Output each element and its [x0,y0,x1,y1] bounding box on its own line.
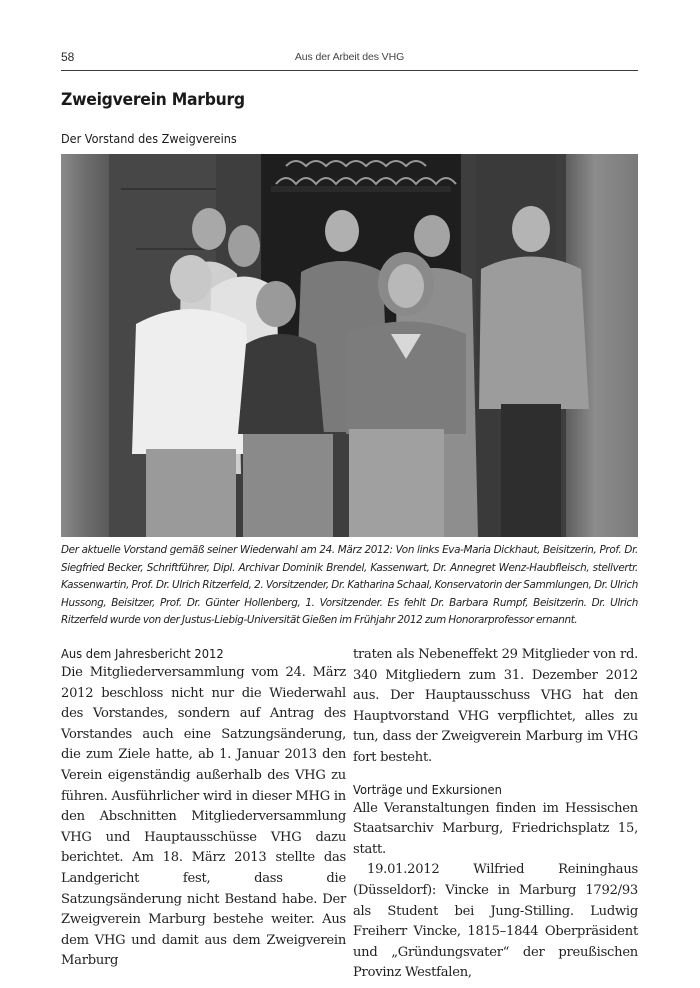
running-head-title: Aus der Arbeit des VHG [294,51,405,63]
section-title: Zweigverein Marburg [61,90,245,110]
group-photo [61,154,638,537]
photo-subtitle: Der Vorstand des Zweigvereins [61,131,237,146]
heading-jahresbericht: Aus dem Jahresbericht 2012 [61,646,224,661]
left-column [61,645,346,972]
paragraph-jahresbericht: Die Mitgliederversammlung vom 24. März 2012 beschloss nicht nur die Wiederwahl des Vorstandes, sondern auf Antrag des Vorstandes auch eine Satzungsänderung, die zum Ziele hatte, ab 1. Januar 2013 den Verein eigenständig außerhalb des VHG zu führen. Ausführlicher wird in dieser MHG in den Abschnitten Mitgliederversammlung VHG und Hauptausschüsse VHG dazu berichtet. Am 18. März 2013 stellte das Landgericht fest, dass die Satzungsänderung nicht Bestand habe. Der Zweigverein Marburg bestehe weiter. Aus dem VHG und damit aus dem Zweigverein Marburg [61,665,346,969]
paragraph-jahresbericht-continued: traten als Nebeneffekt 29 Mitglieder von rd. 340 Mitgliedern zum 31. Dezember 2012 aus. Der Hauptausschuss VHG hat den Hauptvorstand VHG verpflichtet, alles zu tun, dass der Zweigverein Marburg im VHG fort besteht. [353,647,638,765]
group-photo-illustration [61,154,638,537]
right-column [353,645,638,984]
lecture-entry: 19.01.2012 Wilfried Reininghaus (Düsseldorf): Vincke in Marburg 1792/93 als Student bei Jung-Stilling. Ludwig Freiherr Vincke, 1815–1844 Oberpräsident und „Gründungsvater“ der preußischen Provinz Westfalen, [353,862,638,981]
photo-caption: Der aktuelle Vorstand gemäß seiner Wiederwahl am 24. März 2012: Von links Eva-Maria Dickhaut, Beisitzerin, Prof. Dr. Siegfried Becker, Schriftführer, Dipl. Archivar Dominik Brendel, Kassenwart, Dr. Annegret Wenz-Haubfleisch, stellvertr. Kassenwartin, Prof. Dr. Ulrich Ritzerfeld, 2. Vorsitzender, Dr. Katharina Schaal, Konservatorin der Sammlungen, Dr. Ulrich Hussong, Beisitzer, Prof. Dr. Günter Hollenberg, 1. Vorsitzender. Es fehlt Dr. Barbara Rumpf, Beisitzerin. Dr. Ulrich Ritzerfeld wurde von der Justus-Liebig-Universität Gießen im Frühjahr 2012 zum Honorarprofessor ernannt. [61,544,638,626]
page-number: 58 [61,50,75,64]
paragraph-veranstaltungen: Alle Veranstaltungen finden im Hessischen Staatsarchiv Marburg, Friedrichsplatz 15, statt. [353,800,638,857]
running-head [61,50,638,71]
heading-vortraege: Vorträge und Exkursionen [353,781,502,797]
section-gap [353,769,638,781]
